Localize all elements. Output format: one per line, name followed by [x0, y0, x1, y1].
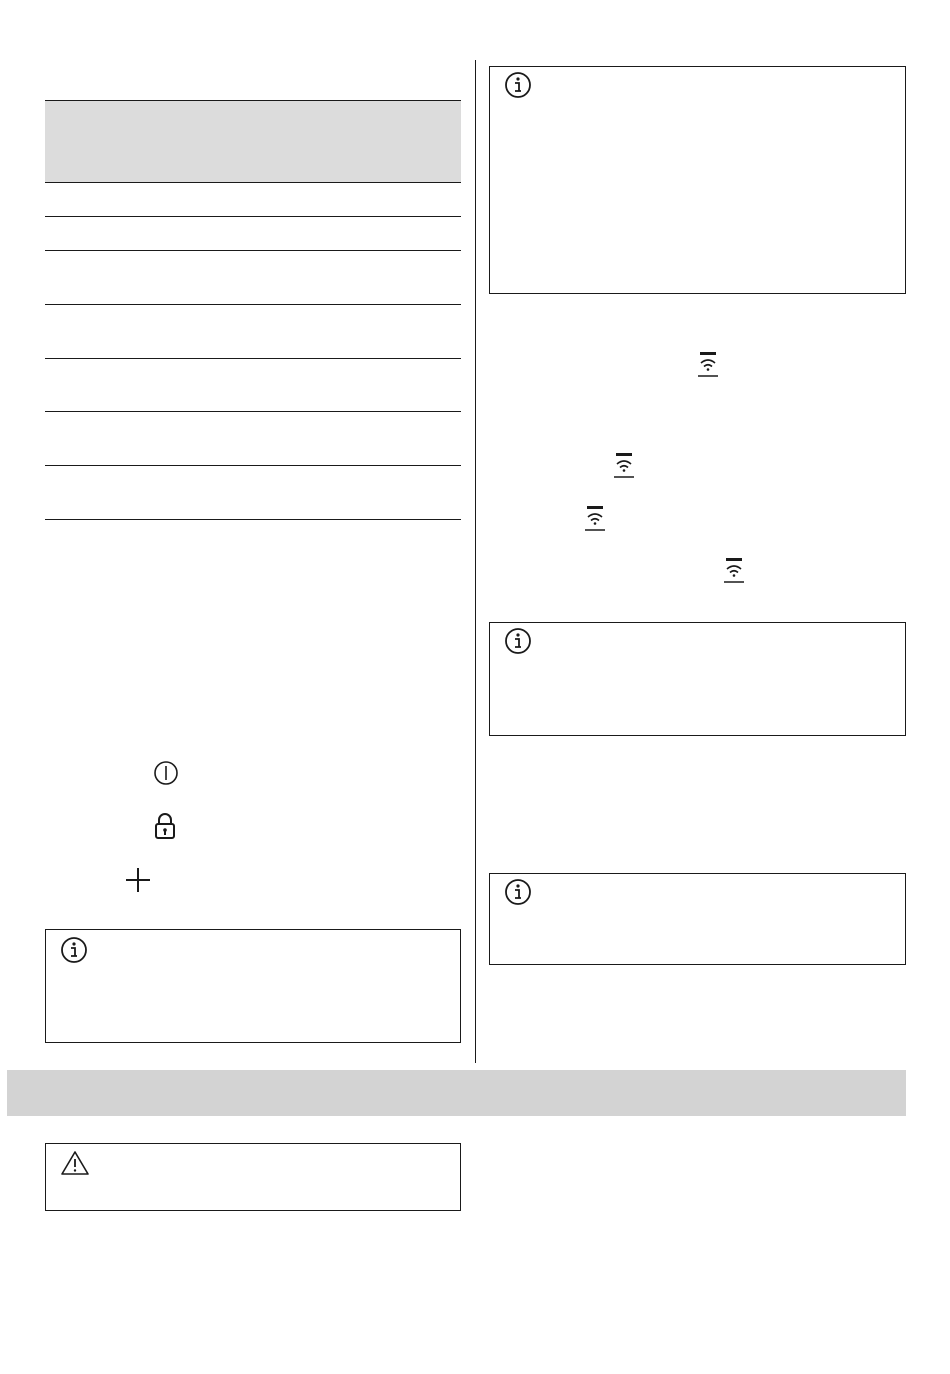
power-icon — [153, 760, 179, 786]
warning-icon — [60, 1150, 90, 1176]
section-band — [7, 1070, 906, 1116]
table-row-divider — [45, 358, 461, 359]
hob-hood-icon — [612, 452, 636, 480]
info-icon — [504, 71, 532, 99]
info-icon — [504, 878, 532, 906]
info-box — [489, 873, 906, 965]
info-icon — [504, 627, 532, 655]
table-row-divider — [45, 465, 461, 466]
lock-icon — [153, 812, 177, 840]
plus-icon — [124, 866, 152, 894]
table-row-divider — [45, 182, 461, 183]
table-row-divider — [45, 519, 461, 520]
hob-hood-icon — [722, 557, 746, 585]
info-box — [489, 622, 906, 736]
warning-box — [45, 1143, 461, 1211]
hob-hood-icon — [583, 505, 607, 533]
table-row-divider — [45, 250, 461, 251]
settings-table — [45, 100, 461, 520]
table-header — [45, 100, 461, 183]
table-row-divider — [45, 304, 461, 305]
table-row-divider — [45, 411, 461, 412]
hob-hood-icon — [696, 351, 720, 379]
table-row-divider — [45, 216, 461, 217]
column-divider — [475, 60, 476, 1063]
info-box — [45, 929, 461, 1043]
info-box — [489, 66, 906, 294]
info-icon — [60, 936, 88, 964]
